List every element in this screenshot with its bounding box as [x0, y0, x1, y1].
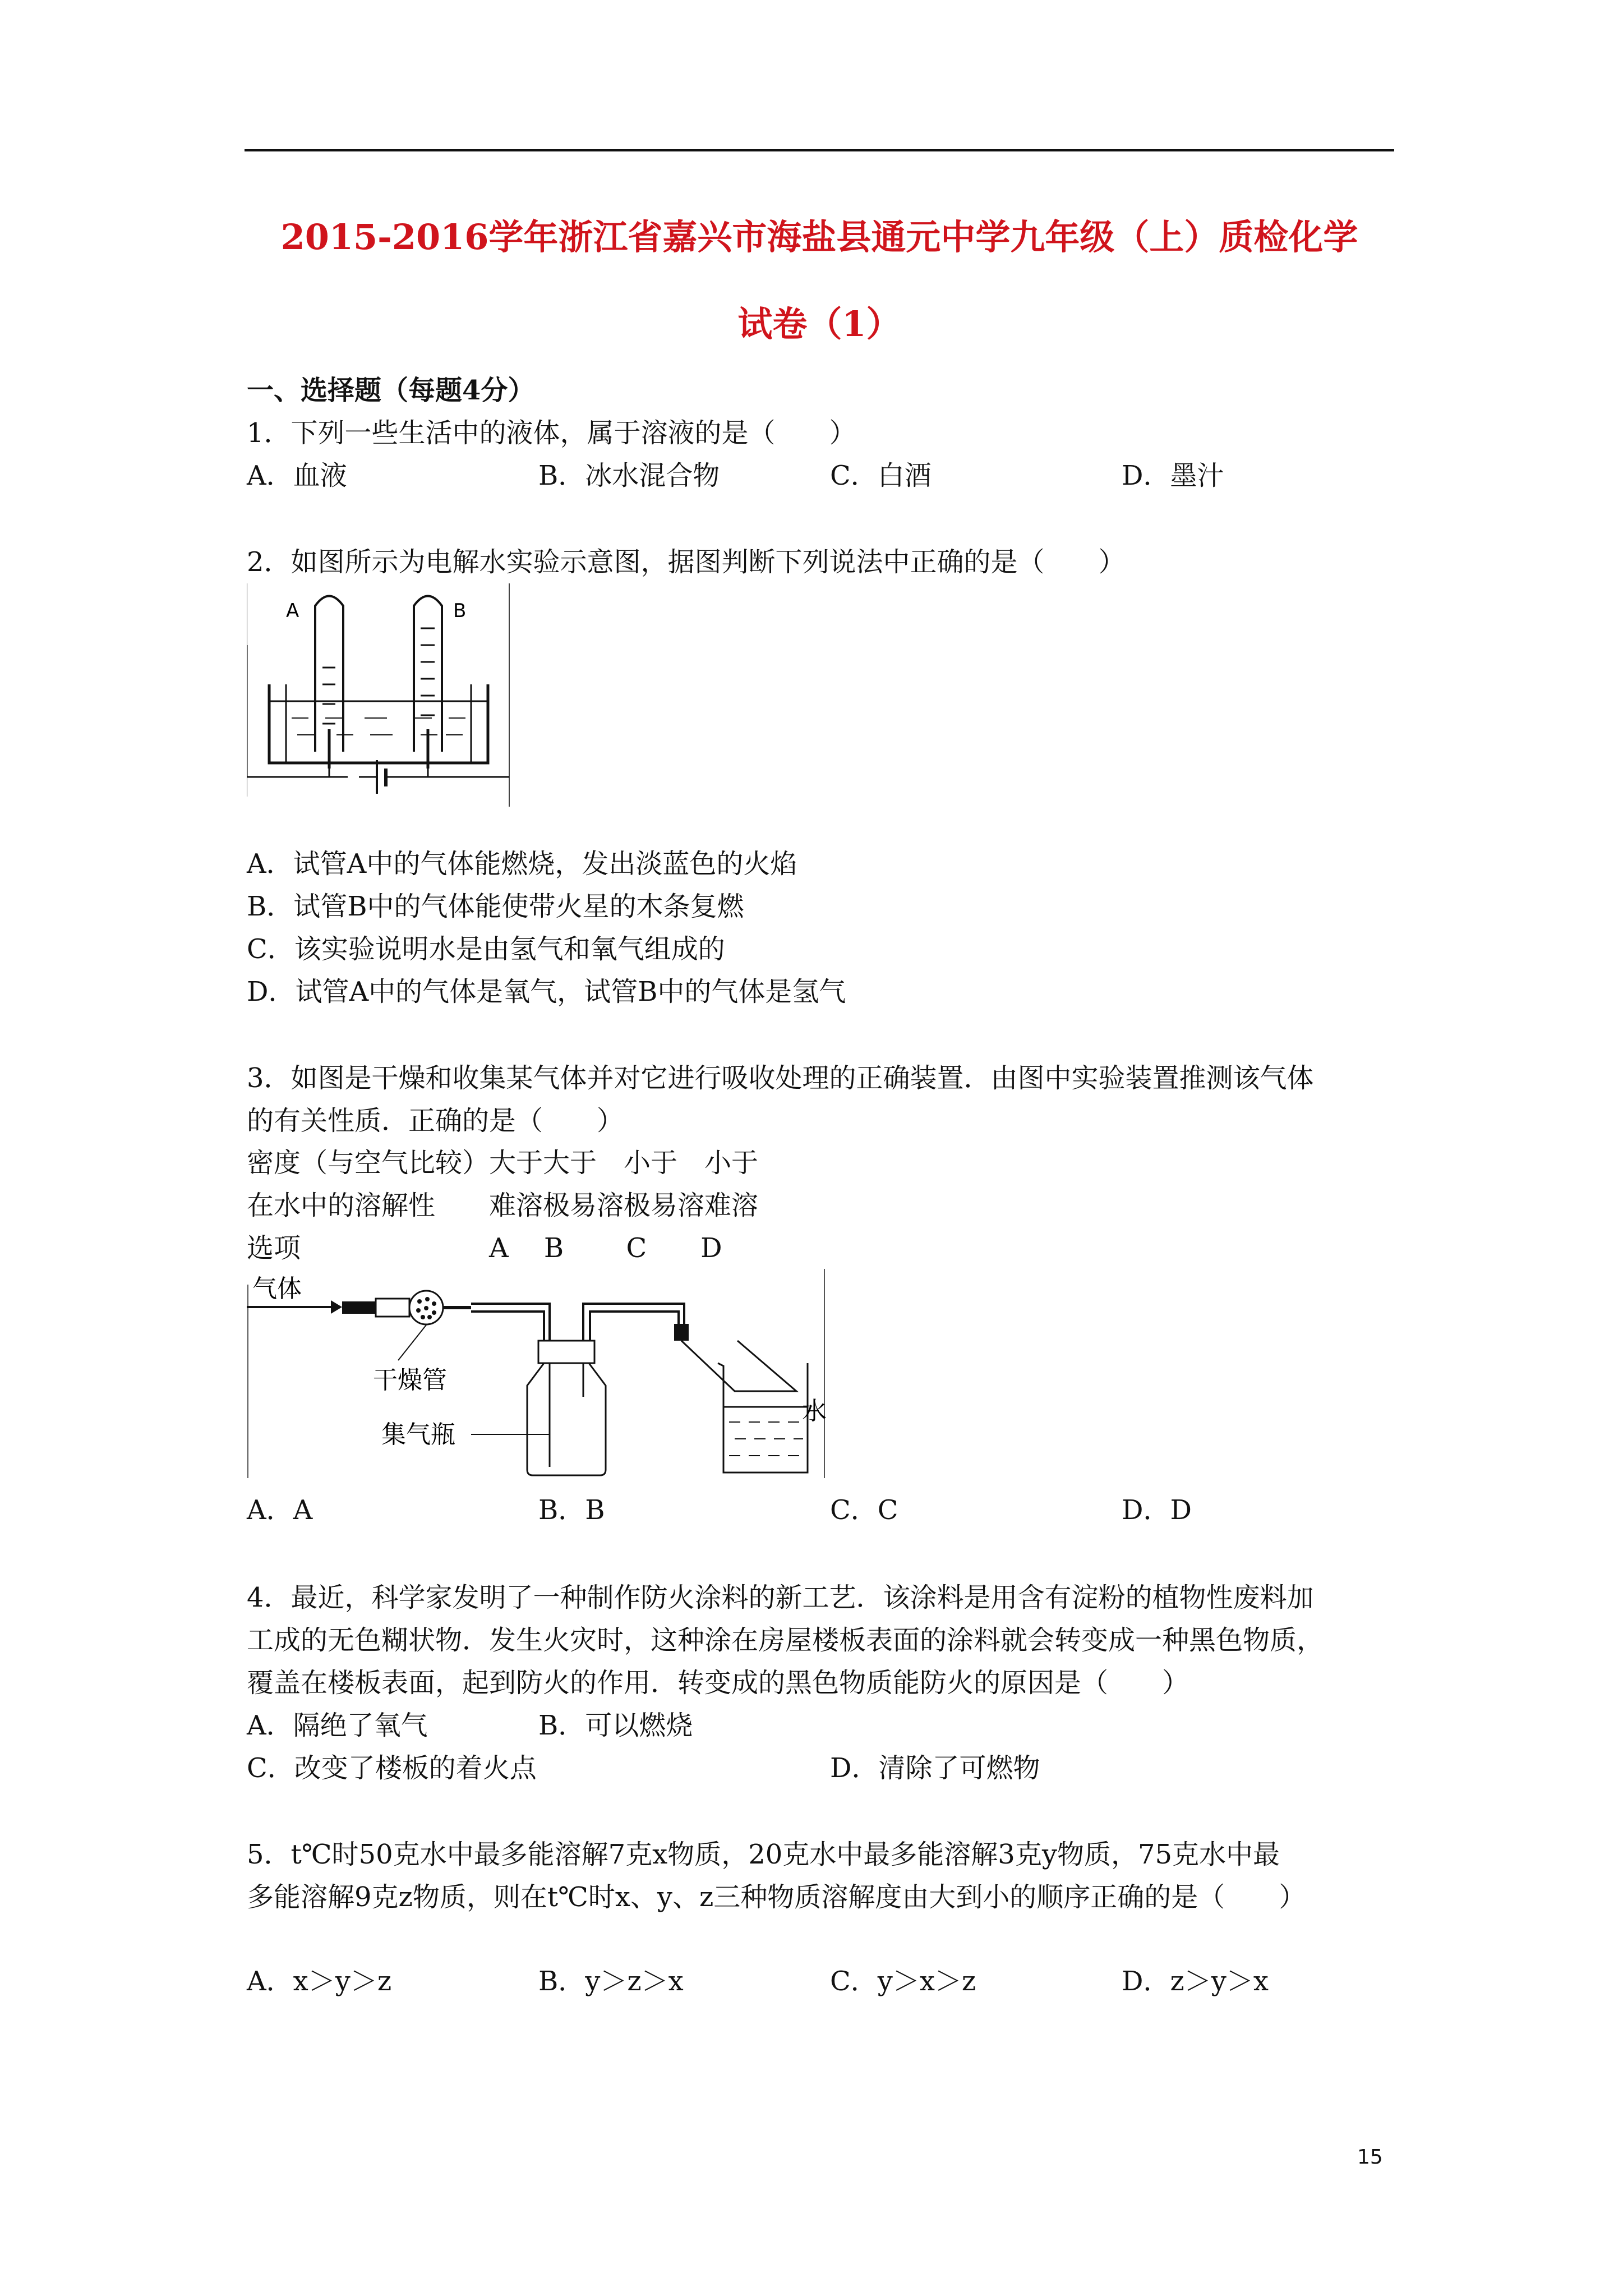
collecting-bottle-label: 集气瓶 [381, 1420, 455, 1449]
section-heading: 一、选择题（每题4分） [247, 375, 535, 406]
test-tube-a [315, 596, 343, 752]
q1-option-d: D．墨汁 [1122, 460, 1224, 491]
q5-option-a: A．x＞y＞z [247, 1966, 392, 1997]
q3-table-row-density: 密度（与空气比较）大于大于 小于 小于 [247, 1147, 759, 1179]
q3-table-row-options: 选项 A B C D [247, 1232, 722, 1264]
q1-option-b: B．冰水混合物 [538, 460, 720, 491]
q3-table-row-solubility: 在水中的溶解性 难溶极易溶极易溶难溶 [247, 1190, 759, 1221]
q4-option-d: D．清除了可燃物 [830, 1752, 1040, 1784]
gas-collecting-bottle [527, 1363, 606, 1475]
tube-a-label: A [286, 600, 299, 622]
q4-stem-line2: 工成的无色糊状物．发生火灾时，这种涂在房屋楼板表面的涂料就会转变成一种黑色物质， [247, 1625, 1324, 1656]
bottle-stopper [538, 1341, 594, 1363]
q2-option-c: C．该实验说明水是由氢气和氧气组成的 [247, 933, 725, 965]
q5-option-d: D．z＞y＞x [1122, 1966, 1269, 1997]
gas-collection-figure [247, 1268, 830, 1481]
q4-option-a: A．隔绝了氧气 [247, 1710, 428, 1741]
water-label: 水 [802, 1397, 827, 1425]
test-tube-b [414, 596, 442, 752]
q4-stem-line1: 4．最近，科学家发明了一种制作防火涂料的新工艺．该涂料是用含有淀粉的植物性废料加 [247, 1582, 1314, 1613]
q1-stem: 1．下列一些生活中的液体，属于溶液的是（ ） [247, 417, 856, 449]
q2-stem: 2．如图所示为电解水实验示意图，据图判断下列说法中正确的是（ ） [247, 546, 1126, 578]
q5-option-c: C．y＞x＞z [830, 1966, 976, 1997]
q1-option-a: A．血液 [247, 460, 347, 491]
q3-option-b: B．B [538, 1494, 605, 1526]
q3-stem-line1: 3．如图是干燥和收集某气体并对它进行吸收处理的正确装置．由图中实验装置推测该气体 [247, 1062, 1314, 1094]
q2-option-d: D．试管A中的气体是氧气，试管B中的气体是氢气 [247, 976, 846, 1007]
q4-option-b: B．可以燃烧 [538, 1710, 693, 1741]
q1-option-c: C．白酒 [830, 460, 932, 491]
electrolysis-figure [247, 583, 510, 808]
q3-option-c: C．C [830, 1494, 898, 1526]
exam-title-line1: 2015-2016学年浙江省嘉兴市海盐县通元中学九年级（上）质检化学 [280, 217, 1358, 257]
drying-tube-label: 干燥管 [373, 1366, 447, 1395]
drying-tube [376, 1299, 409, 1317]
q3-stem-line2: 的有关性质．正确的是（ ） [247, 1105, 624, 1137]
q2-option-b: B．试管B中的气体能使带火星的木条复燃 [247, 891, 744, 922]
tube-b-label: B [453, 600, 467, 622]
gas-label: 气体 [252, 1274, 302, 1303]
q5-option-b: B．y＞z＞x [538, 1966, 684, 1997]
q3-option-a: A．A [247, 1494, 313, 1526]
q5-stem-line2: 多能溶解9克z物质，则在t℃时x、y、z三种物质溶解度由大到小的顺序正确的是（ ） [247, 1881, 1306, 1913]
q3-option-d: D．D [1122, 1494, 1192, 1526]
q4-option-c: C．改变了楼板的着火点 [247, 1752, 537, 1784]
inverted-funnel [681, 1341, 796, 1391]
page-number: 15 [1357, 2146, 1383, 2169]
drying-tube-stopper [342, 1301, 376, 1314]
q4-stem-line3: 覆盖在楼板表面，起到防火的作用．转变成的黑色物质能防火的原因是（ ） [247, 1667, 1189, 1699]
exam-title-line2: 试卷（1） [737, 303, 901, 344]
water-trough [269, 684, 488, 763]
q5-stem-line1: 5．t℃时50克水中最多能溶解7克x物质，20克水中最多能溶解3克y物质，75克水中最 [247, 1839, 1280, 1870]
header-rule [245, 149, 1394, 151]
q2-option-a: A．试管A中的气体能燃烧，发出淡蓝色的火焰 [247, 848, 797, 880]
